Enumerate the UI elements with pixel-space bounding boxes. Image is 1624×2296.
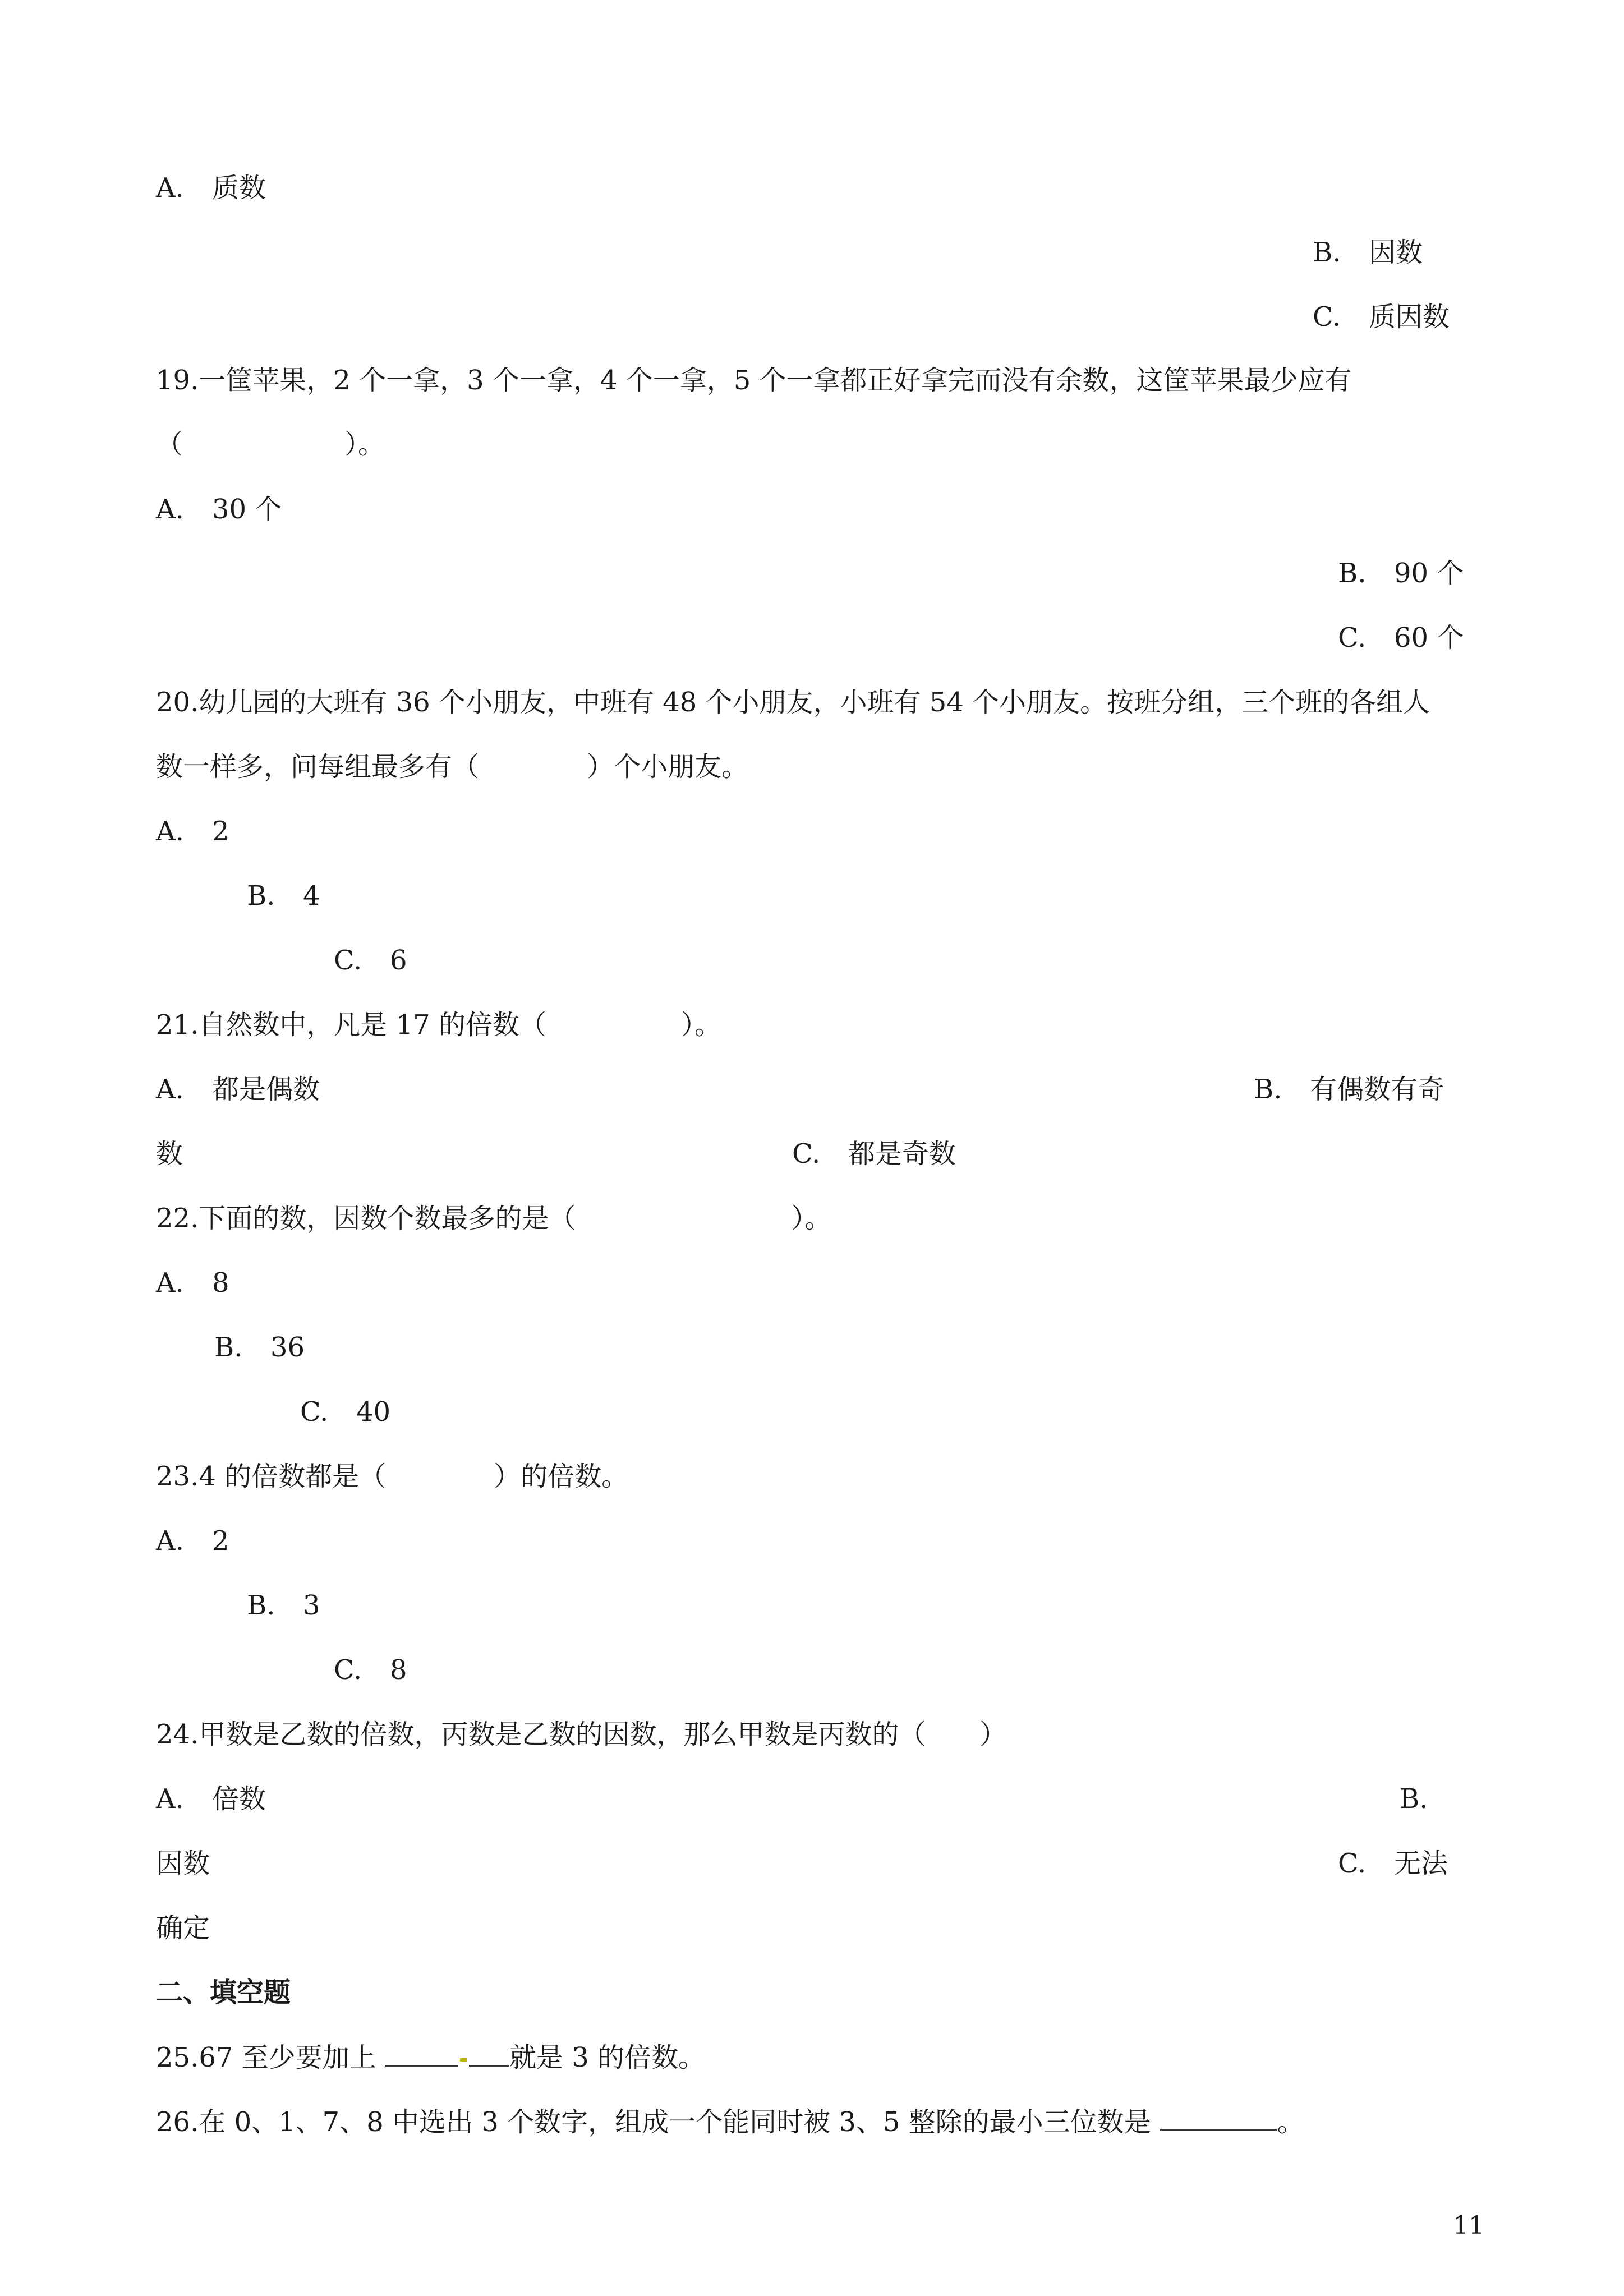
option-letter: A. [156, 1267, 184, 1299]
option-text: 2 [212, 816, 229, 847]
q18-option-b [1313, 236, 1423, 269]
highlight-mark [460, 2058, 467, 2062]
q23-option-c [334, 1653, 407, 1687]
q20-option-a [156, 815, 229, 848]
q19-option-c [1338, 621, 1464, 655]
option-letter: A. [156, 172, 184, 204]
q20-option-b [247, 879, 320, 913]
option-text: 2 [212, 1525, 229, 1557]
option-text: 质因数 [1369, 301, 1450, 333]
q26-question [156, 2105, 1304, 2139]
option-text: 有偶数有奇 [1310, 1074, 1445, 1105]
option-letter: B. [1313, 237, 1341, 268]
q20-question-line1: 20.幼儿园的大班有 36 个小朋友，中班有 48 个小朋友，小班有 54 个小朋友。按班分组，三个班的各组人 [156, 687, 1430, 718]
option-letter: C. [334, 1654, 362, 1686]
q19-option-a [156, 493, 282, 526]
option-letter: B. [214, 1332, 243, 1363]
q22-option-a [156, 1266, 229, 1300]
option-letter: B. [247, 1590, 275, 1621]
option-text: 因数 [1369, 237, 1423, 268]
q19-question-line1: 19.一筐苹果，2 个一拿，3 个一拿，4 个一拿，5 个一拿都正好拿完而没有余数，这筐苹果最少应有 [156, 365, 1352, 396]
option-text: 质数 [212, 172, 266, 204]
option-letter: B. [1254, 1074, 1282, 1105]
option-text: 都是偶数 [212, 1074, 320, 1105]
q24-option-b-continued: 因数 [156, 1848, 210, 1879]
option-text: 6 [390, 945, 407, 976]
q21-option-b-continued: 数 [156, 1138, 183, 1170]
option-letter: A. [156, 1074, 184, 1105]
option-letter: B. [247, 880, 275, 912]
q23-option-b [247, 1589, 320, 1622]
q23-option-a [156, 1524, 229, 1558]
q24-option-a [156, 1782, 266, 1816]
q25-answer-blank-part1[interactable] [385, 2040, 458, 2067]
q25-suffix: 就是 3 的倍数。 [509, 2042, 705, 2073]
option-text: 8 [212, 1267, 229, 1299]
q20-option-c [334, 944, 407, 977]
option-text: 倍数 [212, 1783, 266, 1815]
q19-question-line2: （ ）。 [156, 429, 385, 460]
page-number: 11 [1453, 2211, 1484, 2240]
q21-option-c [792, 1137, 956, 1171]
q21-option-b [1254, 1073, 1444, 1106]
option-letter: C. [1313, 301, 1341, 333]
option-text: 无法 [1394, 1848, 1448, 1879]
q24-question-line1: 24.甲数是乙数的倍数，丙数是乙数的因数，那么甲数是丙数的（ ） [156, 1719, 1007, 1750]
option-letter: C. [1338, 1848, 1367, 1879]
option-letter: B. [1338, 558, 1367, 589]
option-text: 40 [356, 1396, 391, 1428]
q18-option-a [156, 171, 266, 205]
section-heading: 二、填空题 [156, 1977, 291, 2008]
option-text: 30 个 [212, 494, 282, 525]
q25-question [156, 2040, 705, 2074]
q24-option-c-continued: 确定 [156, 1912, 210, 1944]
q18-option-c [1313, 300, 1450, 334]
option-text: 90 个 [1394, 558, 1464, 589]
q23-question-line1: 23.4 的倍数都是（ ）的倍数。 [156, 1461, 629, 1492]
q26-suffix: 。 [1277, 2106, 1304, 2138]
option-letter: C. [792, 1138, 821, 1170]
q21-option-a [156, 1073, 320, 1106]
option-letter: A. [156, 816, 184, 847]
q22-option-b [214, 1331, 305, 1364]
q22-option-c [300, 1395, 390, 1429]
q26-answer-blank[interactable] [1160, 2105, 1277, 2131]
q25-prefix: 25.67 至少要加上 [156, 2042, 385, 2073]
q21-question-line1: 21.自然数中，凡是 17 的倍数（ ）。 [156, 1009, 721, 1041]
option-letter: A. [156, 494, 184, 525]
q22-question-line1: 22.下面的数，因数个数最多的是（ ）。 [156, 1203, 832, 1234]
q26-prefix: 26.在 0、1、7、8 中选出 3 个数字，组成一个能同时被 3、5 整除的最小三位数是 [156, 2106, 1160, 2138]
option-letter: B. [1400, 1783, 1428, 1815]
q24-option-b [1400, 1782, 1428, 1816]
option-letter: C. [334, 945, 362, 976]
q24-option-c [1338, 1847, 1448, 1880]
q25-answer-blank-part2[interactable] [469, 2040, 509, 2067]
option-text: 8 [390, 1654, 407, 1686]
option-letter: A. [156, 1525, 184, 1557]
option-text: 都是奇数 [848, 1138, 956, 1170]
option-text: 4 [303, 880, 320, 912]
option-text: 3 [303, 1590, 320, 1621]
option-letter: A. [156, 1783, 184, 1815]
option-text: 36 [270, 1332, 305, 1363]
option-letter: C. [1338, 622, 1367, 654]
q19-option-b [1338, 556, 1464, 590]
q20-question-line2: 数一样多，问每组最多有（ ）个小朋友。 [156, 751, 749, 783]
option-letter: C. [300, 1396, 329, 1428]
option-text: 60 个 [1394, 622, 1464, 654]
